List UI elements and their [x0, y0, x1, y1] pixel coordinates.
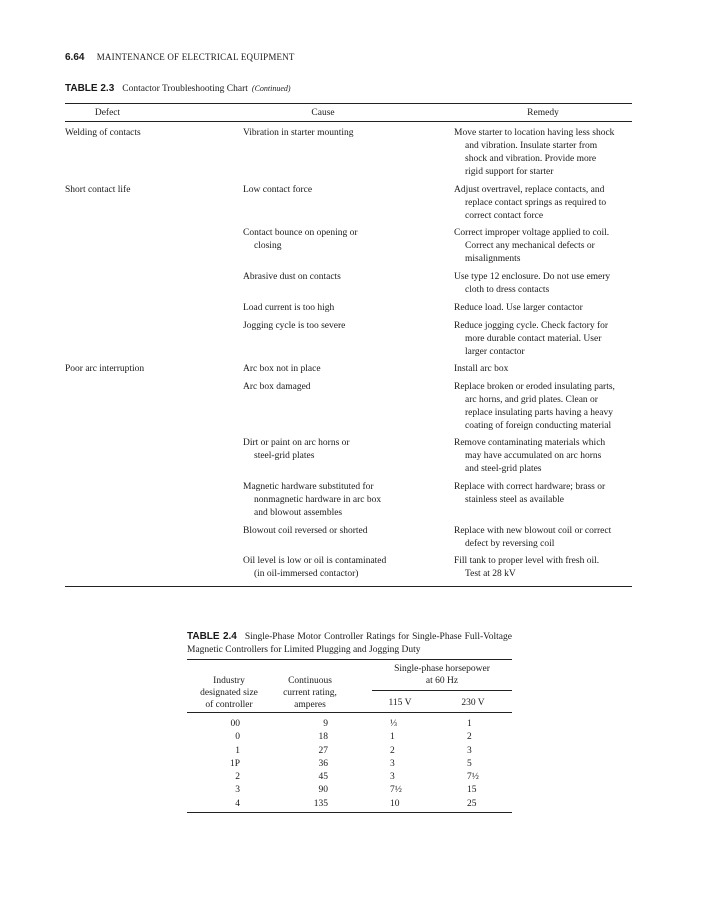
cause-line: nonmagnetic hardware in arc box [254, 495, 382, 505]
cause-cell [243, 437, 448, 463]
remedy-line: Replace with new blowout coil or correct [454, 526, 612, 536]
remedy-cell [454, 227, 654, 266]
column-header-remedy: Remedy [527, 108, 559, 118]
cell-size: 3 [235, 785, 240, 796]
remedy-line: cloth to dress contacts [465, 285, 550, 295]
header-current-line: Continuous [288, 676, 332, 686]
remedy-line: Replace broken or eroded insulating parts, [454, 382, 615, 392]
remedy-line: Adjust overtravel, replace contacts, and [454, 185, 605, 195]
cell-hp-230: 2 [467, 732, 472, 743]
cell-hp-230: 25 [467, 798, 477, 809]
remedy-line: arc horns, and grid plates. Clean or [465, 395, 598, 405]
remedy-cell [454, 555, 654, 581]
header-hp-line: Single-phase horsepower [394, 664, 490, 674]
cause-cell [243, 271, 448, 284]
cause-line: Load current is too high [243, 303, 335, 313]
table-2-3-caption [65, 83, 291, 94]
table-2-4-bottom-rule [187, 812, 512, 813]
header-controller-size [187, 675, 271, 711]
remedy-line: Replace with correct hardware; brass or [454, 482, 606, 492]
cell-hp-115: 10 [390, 798, 400, 809]
remedy-cell [454, 184, 654, 223]
cell-hp-230: 5 [467, 758, 472, 769]
cell-hp-115: 3 [390, 772, 395, 783]
cell-hp-230: 3 [467, 745, 472, 756]
header-size-line: designated size [200, 688, 258, 698]
header-current-rating [273, 675, 347, 711]
cause-cell [243, 127, 448, 140]
cause-line: Vibration in starter mounting [243, 128, 354, 138]
remedy-line: replace contact springs as required to [465, 198, 607, 208]
remedy-line: may have accumulated on arc horns [465, 451, 602, 461]
table-2-4-title: Single-Phase Motor Controller Ratings for Single-Phase Full-Voltage Magnetic Controllers for Limited Plugging and Jogging Duty [187, 632, 512, 655]
table-2-3-bottom-rule [65, 586, 632, 587]
cause-line: closing [254, 241, 282, 251]
remedy-line: Use type 12 enclosure. Do not use emery [454, 272, 611, 282]
table-2-3-continued: (Continued) [251, 84, 291, 93]
cell-current: 9 [323, 719, 328, 729]
cause-line: Arc box damaged [243, 382, 311, 392]
cause-cell [243, 481, 448, 520]
cause-cell [243, 320, 448, 333]
table-2-3-header-rule [65, 121, 632, 122]
defect-cell: Welding of contacts [65, 128, 141, 138]
table-2-3-title: Contactor Troubleshooting Chart [122, 84, 248, 94]
column-header-cause: Cause [311, 108, 335, 118]
cell-current: 27 [318, 745, 328, 756]
header-current-line: amperes [294, 700, 326, 710]
table-2-4-caption [187, 630, 512, 657]
remedy-line: Correct improper voltage applied to coil. [454, 228, 610, 238]
remedy-line: Remove contaminating materials which [454, 438, 606, 448]
cell-current: 18 [318, 732, 328, 743]
remedy-cell [454, 302, 654, 315]
remedy-line: rigid support for starter [465, 167, 554, 177]
cell-size: 00 [230, 719, 240, 729]
cell-size: 0 [235, 732, 240, 743]
remedy-line: coating of foreign conducting material [465, 421, 612, 431]
cell-current: 90 [318, 785, 328, 796]
remedy-cell [454, 381, 654, 433]
cause-line: Low contact force [243, 185, 313, 195]
remedy-cell [454, 271, 654, 297]
remedy-cell [454, 320, 654, 359]
horsepower-spanner-rule [372, 690, 512, 691]
table-2-3-label: TABLE 2.3 [65, 83, 115, 94]
cause-line: Magnetic hardware substituted for [243, 482, 374, 492]
header-size-line: of controller [205, 700, 253, 710]
cause-cell [243, 227, 448, 253]
remedy-line: shock and vibration. Provide more [465, 154, 597, 164]
cause-line: Abrasive dust on contacts [243, 272, 341, 282]
remedy-line: defect by reversing coil [465, 539, 555, 549]
cell-current: 135 [313, 798, 328, 809]
remedy-line: stainless steel as available [465, 495, 564, 505]
cell-current: 36 [318, 758, 328, 769]
cause-cell [243, 525, 448, 538]
cause-line: Contact bounce on opening or [243, 228, 358, 238]
remedy-line: Move starter to location having less shock [454, 128, 615, 138]
cell-hp-115: 2 [390, 745, 395, 756]
cell-hp-230: 1 [467, 719, 472, 729]
remedy-cell [454, 525, 654, 551]
remedy-line: more durable contact material. User [465, 334, 602, 344]
remedy-line: replace insulating parts having a heavy [465, 408, 613, 418]
remedy-line: and steel-grid plates [465, 464, 542, 474]
book-title: MAINTENANCE OF ELECTRICAL EQUIPMENT [96, 52, 295, 62]
remedy-cell [454, 127, 654, 179]
cause-line: Jogging cycle is too severe [243, 321, 346, 331]
remedy-line: correct contact force [465, 211, 544, 221]
cause-line: Dirt or paint on arc horns or [243, 438, 350, 448]
column-header-defect: Defect [94, 108, 121, 118]
cell-hp-115: 3 [390, 758, 395, 769]
remedy-line: larger contactor [465, 347, 525, 357]
remedy-cell [454, 437, 654, 476]
remedy-line: Reduce load. Use larger contactor [454, 303, 583, 313]
remedy-line: Fill tank to proper level with fresh oil. [454, 556, 600, 566]
remedy-line: and vibration. Insulate starter from [465, 141, 598, 151]
header-hp-line: at 60 Hz [425, 676, 459, 686]
table-2-4-header-rule [187, 712, 512, 713]
cause-line: Blowout coil reversed or shorted [243, 526, 368, 536]
cell-size: 2 [235, 772, 240, 783]
cause-line: Arc box not in place [243, 364, 321, 374]
column-current-values [290, 718, 328, 811]
remedy-line: misalignments [465, 254, 521, 264]
cause-line: steel-grid plates [254, 451, 315, 461]
defect-cell: Poor arc interruption [65, 364, 145, 374]
column-115v-values [390, 718, 430, 811]
remedy-line: Reduce jogging cycle. Check factory for [454, 321, 609, 331]
column-size-values [200, 718, 240, 811]
remedy-cell [454, 481, 654, 507]
cell-size: 4 [235, 798, 240, 809]
running-header [65, 52, 295, 63]
cell-hp-115: 1 [390, 732, 395, 743]
cause-line: and blowout assembles [254, 508, 343, 518]
cell-size: 1P [229, 758, 240, 769]
cell-size: 1 [235, 745, 240, 756]
cause-cell [243, 363, 448, 376]
header-230v: 230 V [461, 698, 485, 708]
header-115v: 115 V [388, 698, 412, 708]
cell-hp-115: ⅓ [390, 719, 398, 729]
header-horsepower-group [372, 663, 512, 687]
table-2-4-top-rule [187, 659, 512, 660]
page-number: 6.64 [65, 52, 85, 63]
remedy-line: Install arc box [454, 364, 509, 374]
cause-cell [243, 184, 448, 197]
table-2-3-top-rule [65, 103, 632, 104]
cell-hp-230: 15 [467, 785, 477, 796]
cell-hp-230: 7½ [467, 772, 479, 783]
cause-cell [243, 302, 448, 315]
table-2-4-label: TABLE 2.4 [187, 631, 237, 642]
remedy-line: Test at 28 kV [465, 569, 516, 579]
cause-cell [243, 381, 448, 394]
remedy-cell [454, 363, 654, 376]
cell-hp-115: 7½ [390, 785, 402, 796]
cause-cell [243, 555, 448, 581]
column-230v-values [467, 718, 507, 811]
header-size-line: Industry [213, 676, 245, 686]
remedy-line: Correct any mechanical defects or [465, 241, 595, 251]
cell-current: 45 [318, 772, 328, 783]
cause-line: (in oil-immersed contactor) [254, 569, 359, 579]
header-current-line: current rating, [283, 688, 337, 698]
cause-line: Oil level is low or oil is contaminated [243, 556, 387, 566]
defect-cell: Short contact life [65, 185, 131, 195]
